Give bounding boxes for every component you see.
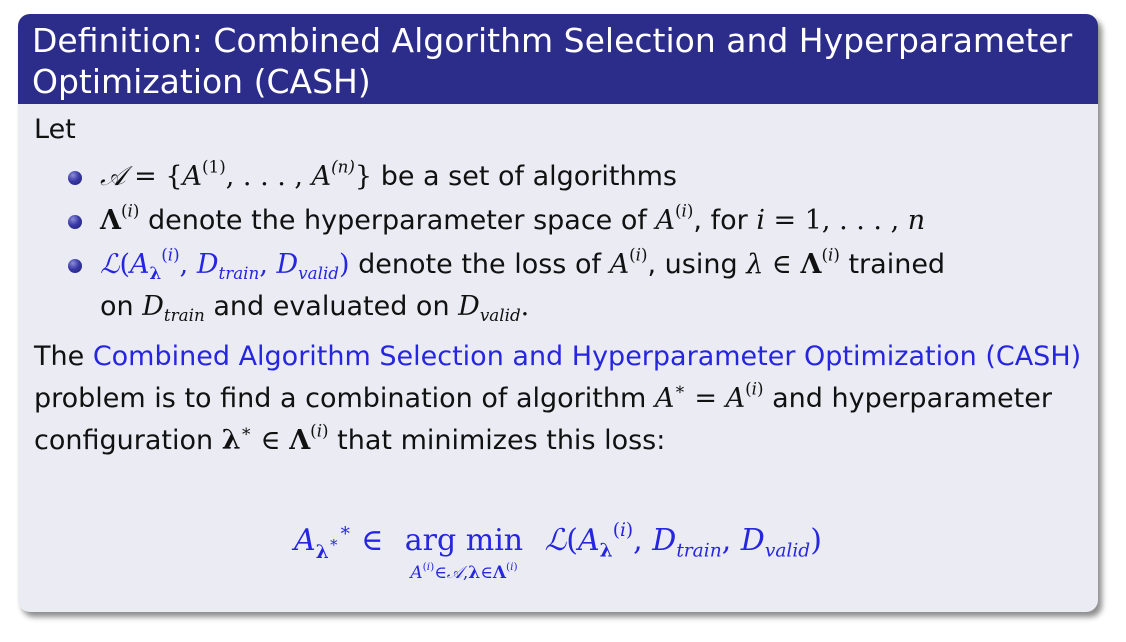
block-title-line-2: Optimization (CASH)	[32, 62, 371, 101]
cash-term: Combined Algorithm Selection and Hyperparameter Optimization (CASH)	[92, 341, 1082, 372]
definition-block	[18, 14, 1098, 612]
math-d-valid: $D_{valid}$.	[458, 291, 530, 325]
math-lambda-in-space: λ ∈ $\Lambda^{(i)}$	[746, 244, 840, 280]
block-header	[18, 14, 1098, 104]
paragraph-text-a: problem is to find a combination of algorithm	[34, 383, 647, 414]
bullet-3-text-e: and evaluated on	[213, 291, 450, 322]
bullet-2-text-a: denote the hyperparameter space of	[147, 205, 647, 236]
equation-lhs: $A_{\lambda^∗}^∗$ ∈	[294, 520, 384, 564]
definition-list	[34, 156, 1082, 328]
cash-paragraph	[34, 336, 1082, 462]
list-item	[62, 156, 1082, 198]
math-loss: $ℒ(A_\lambda^{(i)}$, $D_{train}$, $D_{valid}$)	[100, 244, 350, 283]
math-hyperparameter-space: $\Lambda^{(i)}$	[100, 200, 140, 236]
math-optimal-algorithm: $A^∗ = A^{(i)}$	[654, 378, 764, 414]
bullet-icon	[68, 171, 82, 185]
intro-text: Let	[34, 114, 76, 145]
math-algorithm-i: $A^{(i)}$	[609, 244, 648, 280]
bullet-3-text-d: on	[100, 291, 134, 322]
paragraph-text-d: that minimizes this loss:	[337, 425, 666, 456]
bullet-3-text-a: denote the loss of	[358, 249, 601, 280]
math-index-range: i = 1, . . . , n	[756, 205, 926, 236]
math-algorithm-i: $A^{(i)}$	[655, 200, 694, 236]
bullet-3-text-b: , using	[647, 249, 738, 280]
math-algorithm-set: 𝒜 = {$A^{(1)}$, . . . , $A^{(n)}$}	[100, 156, 373, 192]
paragraph-prefix: The	[34, 341, 85, 372]
paragraph-text-c: hyperparameter configuration	[34, 383, 1052, 456]
bullet-icon	[68, 215, 82, 229]
equation-rhs: $ℒ(A_\lambda^{(i)}$, $D_{train}$, $D_{valid}$)	[544, 520, 822, 562]
block-title-line-1: Definition: Combined Algorithm Selection and Hyperparameter	[32, 21, 1073, 60]
block-body	[18, 104, 1098, 462]
bullet-3-text-c: trained	[848, 249, 946, 280]
list-item	[62, 244, 1082, 328]
list-item	[62, 200, 1082, 242]
bullet-1-text: be a set of algorithms	[380, 161, 677, 192]
bullet-icon	[68, 259, 82, 273]
cash-equation	[18, 522, 1098, 586]
paragraph-text-b: and	[772, 383, 823, 414]
bullet-2-text-b: , for	[693, 205, 748, 236]
math-d-train: $D_{train}$	[142, 291, 205, 325]
math-optimal-config: λ∗ ∈ $\Lambda^{(i)}$	[221, 420, 329, 456]
argmin-operator: arg min $A^{(i)}\in 𝒜,\lambda\in\Lambda^{(i)}$	[404, 523, 524, 583]
